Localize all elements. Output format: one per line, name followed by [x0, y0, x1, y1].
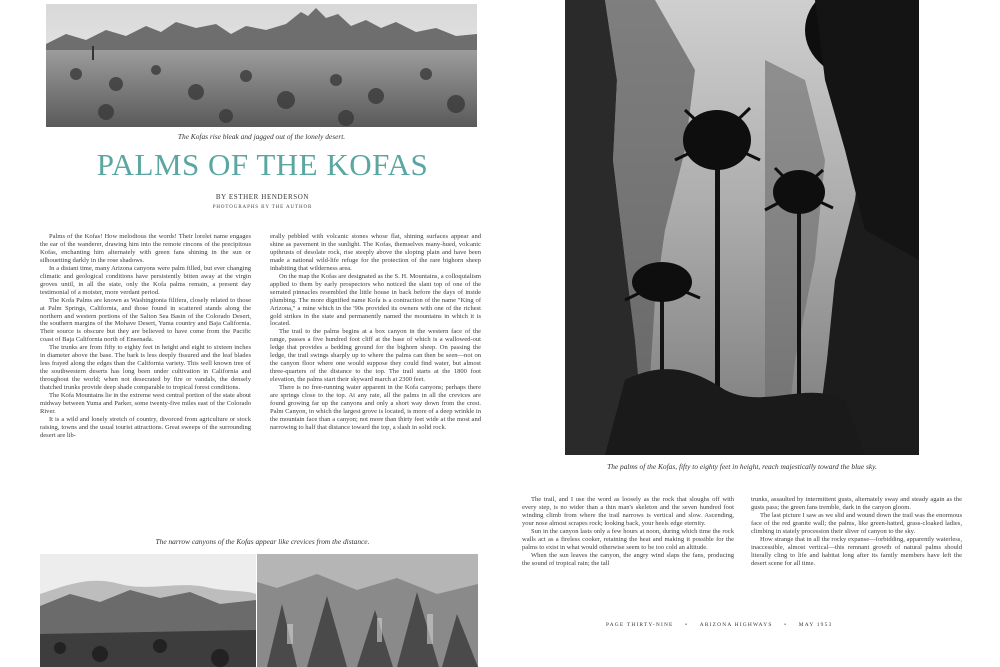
paragraph: erally pebbled with volcanic stones whose flat, shining surfaces appear and shine as pavement in the sunlight. The Kofas, themselves many-hued, volcanic upthrusts of desolate rock, rise steeply above the sloping plain and have been made a national wild-life refuge for the protection of the rare bighorn sheep inhabiting that wilderness area.: [270, 233, 481, 272]
footer-separator: •: [784, 622, 788, 628]
paragraph: The Kofa Palms are known as Washingtonia filifera, closely related to those at Palm Springs, California, and those found in scattered stands along the northern and western portions of the Salton Sea Basin of the Colorado Desert, the southern margins of the Mohave Desert, Yuma country and Baja California. Their source is obscure but they are believed to have come from the Pacific coast of Baja California north of Ensenada.: [40, 296, 251, 344]
photo-credit: PHOTOGRAPHS BY THE AUTHOR: [212, 205, 313, 210]
issue-date: MAY 1953: [798, 622, 833, 628]
byline: BY ESTHER HENDERSON: [215, 193, 310, 201]
top-desert-photo: [46, 4, 477, 127]
paragraph: When the sun leaves the canyon, the angry wind slaps the fans, producing the sound of tropical rain; the tall: [522, 551, 734, 567]
article-title: PALMS OF THE KOFAS: [96, 147, 429, 182]
paragraph: The trail to the palms begins at a box canyon in the western face of the range, passes a five hundred foot cliff at the base of which is a wallowed-out ledge that provides a bedding ground for the bighorn sheep. On passing the ledge, the trail swings sharply up to where the palms can then be seen—not on the canyon floor where one would suppose they could find water, but almost three-quarters of the distance to the top. The trail starts at the 1800 foot elevation, the palms start their skyward march at 2300 feet.: [270, 328, 481, 384]
page-number: PAGE THIRTY-NINE: [606, 622, 674, 628]
paragraph: In a distant time, many Arizona canyons were palm filled, but ever changing climatic and geological conditions have persistently bitten away at the virgin groves until, in all the state, only the Kofa palms remain, a present day testimonial of a moister, more verdant period.: [40, 264, 251, 296]
paragraph: On the map the Kofas are designated as the S. H. Mountains, a colloquialism applied to them by early prospectors who noticed the slant top of one of the serrated pinnacles resembled the little house in back before the days of inside plumbing. The more dignified name Kofa is a contraction of the name "King of Arizona," a mine which in the '90s provided its owners with one of the richest gold strikes in the state and permanently named the mountains in which it is located.: [270, 272, 481, 328]
column-1: [40, 233, 251, 513]
magazine-name: ARIZONA HIGHWAYS: [699, 622, 773, 628]
canyon-photos-caption: The narrow canyons of the Kofas appear like crevices from the distance.: [155, 537, 370, 546]
paragraph: The trunks are from fifty to eighty feet in height and eight to sixteen inches in diameter above the base. The bark is less deeply fissured and the leaf blades less frayed along the edges than the California variety. This well known tree of the southwestern deserts has long been under cultivation in California and throughout the world; when not desecrated by fire or vandals, the densely thatched trunks provide deep shade comparable to tropical forest conditions.: [40, 344, 251, 392]
palms-photo-caption: The palms of the Kofas, fifty to eighty feet in height, reach majestically toward the blue sky.: [607, 462, 877, 471]
palms-photo: [565, 0, 919, 455]
top-photo-caption: The Kofas rise bleak and jagged out of the lonely desert.: [177, 132, 346, 141]
paragraph: The trail, and I use the word as loosely as the rock that sloughs off with every step, is no wider than a thin man's skeleton and the seven hundred foot winding climb from where the trail narrows is vertical and slow. Ascending, your nose almost scrapes rock; looking back, your heels edge eternity.: [522, 496, 734, 527]
column-3: [522, 496, 734, 600]
paragraph: It is a wild and lonely stretch of country, divorced from agriculture or stock raising, towns and the usual tourist attractions. Great sweeps of the surrounding desert are lib-: [40, 415, 251, 439]
paragraph: Palms of the Kofas! How melodious the words! Their lorelei name engages the ear of the wanderer, drawing him into the remote rincons of the precipitous Kofas, enchanting him alternately with green fans shining in the sun or silhouetting darkly in the rose shadows.: [40, 233, 251, 264]
paragraph: The last picture I saw as we slid and wound down the trail was the enormous face of the red granite wall; the palms, like green-hatted, grass-cloaked ladies, climbing in stately procession their sliver of canyon to the sky.: [751, 511, 962, 535]
page-footer: [606, 622, 832, 628]
footer-separator: •: [685, 622, 689, 628]
paragraph: trunks, assaulted by intermittent gusts, alternately sway and steady again as the gusts pass; the green fans tremble, dark in the canyon gloom.: [751, 496, 962, 511]
paragraph: The Kofa Mountains lie in the extreme west central portion of the state about midway between Yuma and Parker, some twenty-five miles east of the Colorado River.: [40, 392, 251, 415]
paragraph: There is no free-running water apparent in the Kofa canyons; perhaps there are springs close to the top. At any rate, all the palms in all the crevices are found growing far up the canyons and only a short way down from the crest. Palm Canyon, in which the largest grove is located, is more of a deep wrinkle in the mountain face than a canyon; not more than thirty feet wide at the most and narrowing to half that distance toward the top, a slash in solid rock.: [270, 384, 481, 431]
canyon-photo-right: [257, 554, 478, 667]
column-2: [270, 233, 481, 513]
column-4: [751, 496, 962, 600]
paragraph: How strange that in all the rocky expanse—forbidding, apparently waterless, inaccessible, almost vertical—this remnant growth of natural palms should literally cling to life and habitat long after its family members have left the desert scene for all time.: [751, 535, 962, 567]
canyon-photo-left: [40, 554, 256, 667]
paragraph: Sun in the canyon lasts only a few hours at noon, during which time the rock walls act as a fireless cooker, retaining the heat and making it possible for the palms to exist in what would otherwise seem to be too cold an altitude.: [522, 527, 734, 551]
